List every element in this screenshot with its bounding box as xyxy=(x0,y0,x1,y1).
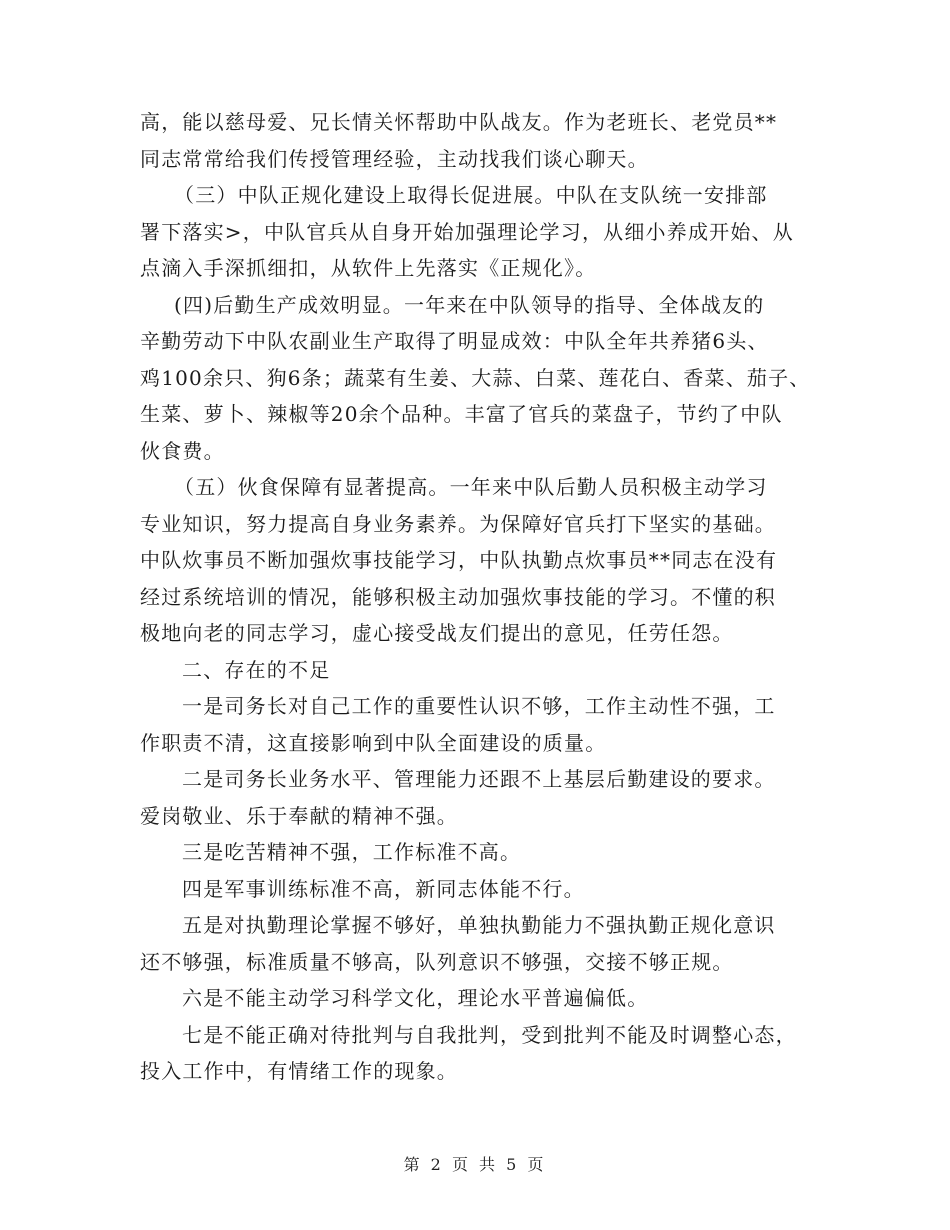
text-line: 伙食费。 xyxy=(140,438,225,463)
text-line: 点滴入手深抓细扣，从软件上先落实《正规化》。 xyxy=(140,256,597,280)
text-line: 同志常常给我们传授管理经验，主动找我们谈心聊天。 xyxy=(140,146,649,171)
text-line: 极地向老的同志学习，虚心接受战友们提出的意见，任劳任怨。 xyxy=(140,621,734,645)
section-heading-deficiencies: 二、存在的不足 xyxy=(182,657,331,682)
text-line: 生菜、萝卜、辣椒等20余个品种。丰富了官兵的菜盘子，节约了中队 xyxy=(140,402,783,426)
list-item: 二是司务长业务水平、管理能力还跟不上基层后勤建设的要求。 xyxy=(182,767,776,791)
list-item: 三是吃苦精神不强，工作标准不高。 xyxy=(182,840,522,864)
text-line: 鸡100余只、狗6条；蔬菜有生姜、大蒜、白菜、莲花白、香菜、茄子、 xyxy=(140,365,811,390)
page-number-footer: 第 2 页 共 5 页 xyxy=(403,1155,547,1174)
text-line: 高，能以慈母爱、兄长情关怀帮助中队战友。作为老班长、老党员** xyxy=(140,110,778,134)
text-line: 署下落实>，中队官兵从自身开始加强理论学习，从细小养成开始、从 xyxy=(140,219,794,244)
list-item: 一是司务长对自己工作的重要性认识不够，工作主动性不强，工 xyxy=(182,694,776,718)
text-line: 投入工作中，有情绪工作的现象。 xyxy=(140,1059,458,1083)
section-heading-5: （五）伙食保障有显著提高。一年来中队后勤人员积极主动学习 xyxy=(174,475,768,499)
document-body xyxy=(140,104,820,1090)
text-line: 还不够强，标准质量不够高，队列意识不够强，交接不够正规。 xyxy=(140,949,734,974)
list-item: 六是不能主动学习科学文化，理论水平普遍偏低。 xyxy=(182,986,649,1010)
text-line: 辛勤劳动下中队农副业生产取得了明显成效：中队全年共养猪6头、 xyxy=(140,329,769,353)
list-item: 四是军事训练标准不高，新同志体能不行。 xyxy=(182,876,585,901)
list-item: 五是对执勤理论掌握不够好，单独执勤能力不强执勤正规化意识 xyxy=(182,913,776,937)
text-line: 中队炊事员不断加强炊事技能学习，中队执勤点炊事员**同志在没有 xyxy=(140,548,778,572)
text-line: 爱岗敬业、乐于奉献的精神不强。 xyxy=(140,803,458,828)
list-item: 七是不能正确对待批判与自我批判，受到批判不能及时调整心态， xyxy=(182,1022,797,1047)
section-heading-3: （三）中队正规化建设上取得长促进展。中队在支队统一安排部 xyxy=(174,183,768,207)
section-heading-4: (四)后勤生产成效明显。一年来在中队领导的指导、全体战友的 xyxy=(174,292,765,317)
text-line: 作职责不清，这直接影响到中队全面建设的质量。 xyxy=(140,730,607,755)
text-line: 专业知识，努力提高自身业务素养。为保障好官兵打下坚实的基础。 xyxy=(140,511,776,536)
text-line: 经过系统培训的情况，能够积极主动加强炊事技能的学习。不懂的积 xyxy=(140,584,776,609)
